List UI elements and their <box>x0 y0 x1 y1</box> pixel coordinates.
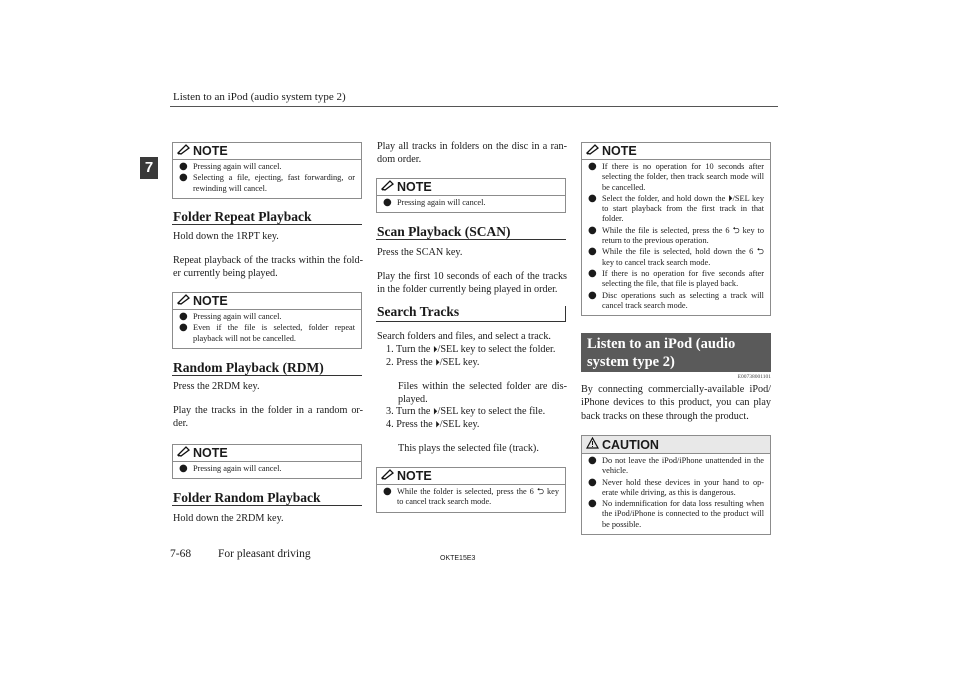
play-arrow-icon: ⏵ <box>728 193 733 204</box>
list-item: ● While the folder is selected, press the 6 ⮌ key to cancel track search mode. <box>383 486 560 507</box>
note-box <box>172 444 362 479</box>
paragraph: Play the tracks in the folder in a random or-der. <box>173 405 363 430</box>
bullet: ● <box>588 476 597 488</box>
list-item: ● While the file is selected, hold down the 6 ⮌ key to cancel track search mode. <box>588 246 765 267</box>
bullet: ● <box>588 192 597 204</box>
bullet: ● <box>588 246 597 258</box>
bullet: ● <box>179 161 188 172</box>
heading-rule <box>172 505 362 506</box>
section-heading: Folder Random Playback <box>173 490 321 505</box>
note-pencil-icon <box>177 444 190 462</box>
bullet: ● <box>179 172 188 184</box>
bullet: ● <box>179 322 188 334</box>
paragraph: Hold down the 1RPT key. <box>173 231 279 242</box>
step-3: 3. Turn the ⏵/SEL key to select the file. <box>386 406 546 417</box>
list-item: ● No indemnification for data loss resulting when the iPod/iPhone is connected to the product will be possible. <box>588 498 764 529</box>
note-title: NOTE <box>397 469 432 483</box>
play-arrow-icon: ⏵ <box>433 345 438 355</box>
note-box <box>581 142 771 316</box>
warning-triangle-icon <box>586 436 599 454</box>
heading-rule-end <box>565 306 566 321</box>
bullet: ● <box>588 289 597 301</box>
running-header: Listen to an iPod (audio system type 2) <box>173 91 346 103</box>
play-arrow-icon: ⏵ <box>433 407 438 417</box>
note-pencil-icon <box>381 467 394 485</box>
bullet: ● <box>588 455 597 466</box>
note-title: NOTE <box>397 180 432 194</box>
list-item: ● Pressing again will cancel. <box>383 197 486 208</box>
return-arrow-icon: ⮌ <box>732 225 740 236</box>
heading-rule <box>172 375 362 376</box>
note-title: NOTE <box>193 294 228 308</box>
bullet: ● <box>588 224 597 236</box>
paragraph: Play all tracks in folders on the disc in a ran-dom order. <box>377 141 567 166</box>
list-item: ● Pressing again will cancel. <box>179 463 282 474</box>
note-box <box>172 142 362 199</box>
list-item: ● Even if the file is selected, folder repeat playback will not be cancelled. <box>179 322 355 343</box>
banner-line: system type 2) <box>587 354 675 370</box>
paragraph: Search folders and files, and select a track. <box>377 331 551 342</box>
banner-line: Listen to an iPod (audio <box>587 336 736 352</box>
list-item: ● Never hold these devices in your hand to op-erate while driving, as this is dangerous. <box>588 476 764 497</box>
page-number: 7-68 <box>170 548 192 560</box>
paragraph: Repeat playback of the tracks within the fold-er currently being played. <box>173 255 363 280</box>
header-rule <box>170 106 778 107</box>
heading-rule <box>172 224 362 225</box>
section-heading: Random Playback (RDM) <box>173 360 324 375</box>
section-heading: Folder Repeat Playback <box>173 209 312 224</box>
note-title: NOTE <box>193 446 228 460</box>
bullet: ● <box>383 197 392 208</box>
note-box <box>376 178 566 213</box>
footer-section: For pleasant driving <box>218 548 311 560</box>
play-arrow-icon: ⏵ <box>435 420 440 430</box>
step-4: 4. Press the ⏵/SEL key. <box>386 419 480 430</box>
list-item: ● If there is no operation for 10 seconds after selecting the folder, then track search mode will be cancelled. <box>588 161 764 192</box>
list-item: ● Do not leave the iPod/iPhone unattended in the vehicle. <box>588 455 764 476</box>
list-item: ● While the file is selected, press the 6 ⮌ key to return to the previous operation. <box>588 224 764 246</box>
section-heading: Scan Playback (SCAN) <box>377 224 511 239</box>
caution-box <box>581 435 771 535</box>
paragraph: Press the SCAN key. <box>377 247 463 258</box>
list-item: ● Selecting a file, ejecting, fast forwarding, or rewinding will cancel. <box>179 172 355 193</box>
paragraph: By connecting commercially-available iPod/ iPhone devices to this product, you can play back tracks on these through the product. <box>581 384 771 422</box>
note-box <box>376 467 566 513</box>
note-pencil-icon <box>177 142 190 160</box>
note-title: NOTE <box>193 144 228 158</box>
note-pencil-icon <box>586 142 599 160</box>
heading-rule <box>376 321 566 322</box>
bullet: ● <box>588 161 597 172</box>
list-item: ● Pressing again will cancel. <box>179 161 282 172</box>
step-note: Files within the selected folder are dis-played. <box>398 381 567 406</box>
bullet: ● <box>179 311 188 322</box>
paragraph: Hold down the 2RDM key. <box>173 513 284 524</box>
note-title: NOTE <box>602 144 637 158</box>
footer-code: OKTE15E3 <box>440 555 476 562</box>
return-arrow-icon: ⮌ <box>536 487 545 497</box>
caution-title: CAUTION <box>602 437 659 452</box>
chapter-tab: 7 <box>140 157 158 179</box>
return-arrow-icon: ⮌ <box>756 247 765 258</box>
bullet: ● <box>383 486 392 497</box>
list-item: ● Pressing again will cancel. <box>179 311 282 322</box>
play-arrow-icon: ⏵ <box>435 358 440 368</box>
section-code: E00738001101 <box>737 374 771 380</box>
list-item: ● If there is no operation for five seconds after selecting the file, that file is played back. <box>588 267 764 289</box>
section-heading: Search Tracks <box>377 304 460 319</box>
bullet: ● <box>588 267 597 279</box>
step-1: 1. Turn the ⏵/SEL key to select the folder. <box>386 344 556 355</box>
chapter-banner <box>581 333 771 372</box>
bullet: ● <box>179 463 188 474</box>
bullet: ● <box>588 498 597 510</box>
note-box <box>172 292 362 349</box>
note-pencil-icon <box>381 178 394 196</box>
note-pencil-icon <box>177 292 190 310</box>
paragraph: Play the first 10 seconds of each of the tracks in the folder currently being played in order. <box>377 271 567 296</box>
step-note: This plays the selected file (track). <box>398 443 539 454</box>
list-item: ● Disc operations such as selecting a track will cancel track search mode. <box>588 289 764 310</box>
list-item: ● Select the folder, and hold down the ⏵/SEL key to start playback from the first track in that folder. <box>588 192 764 224</box>
paragraph: Press the 2RDM key. <box>173 381 260 392</box>
step-2: 2. Press the ⏵/SEL key. <box>386 357 480 368</box>
heading-rule <box>376 239 566 240</box>
